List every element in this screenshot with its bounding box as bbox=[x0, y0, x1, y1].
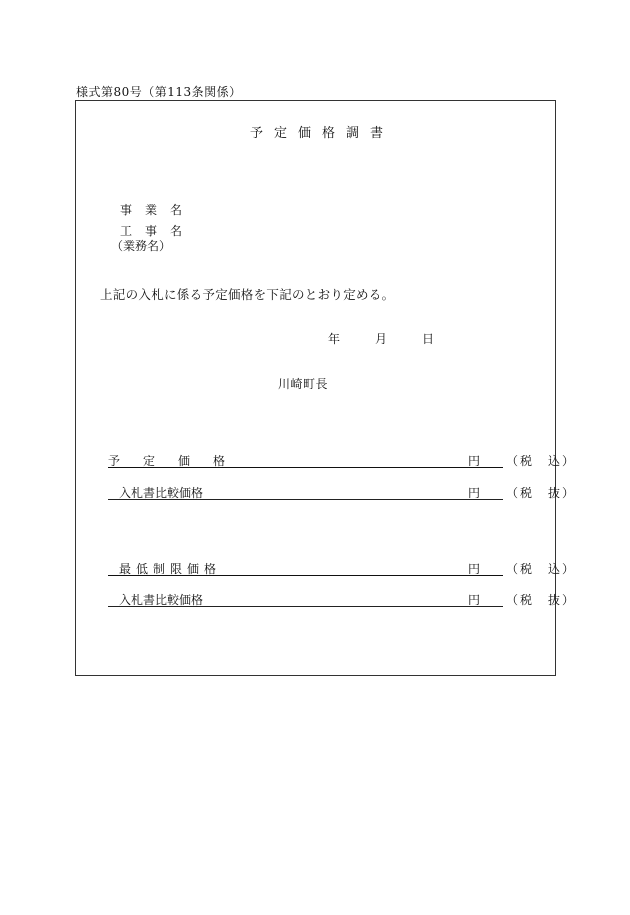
tax-label: （税 抜） bbox=[506, 593, 577, 607]
yen-label: 円 bbox=[468, 562, 481, 576]
price-name: 入札書比較価格 bbox=[119, 486, 204, 500]
date-year-label: 年 bbox=[328, 332, 341, 346]
service-name-label: （業務名） bbox=[111, 239, 172, 253]
tax-label: （税 込） bbox=[506, 454, 577, 468]
date-month-label: 月 bbox=[375, 332, 388, 346]
price-name: 予定価格 bbox=[108, 454, 249, 468]
price-name: 最低制限価格 bbox=[119, 562, 222, 576]
form-number: 様式第80号（第113条関係） bbox=[76, 85, 242, 99]
document-title: 予定価格調書 bbox=[250, 126, 395, 141]
tax-label: （税 込） bbox=[506, 562, 577, 576]
price-row-bid-comparison-excl-tax-2 bbox=[108, 591, 577, 609]
yen-label: 円 bbox=[468, 593, 481, 607]
price-name: 入札書比較価格 bbox=[119, 593, 204, 607]
price-underline bbox=[108, 467, 503, 468]
price-underline bbox=[108, 606, 503, 607]
construction-name-label: 工事名 bbox=[120, 224, 196, 238]
price-row-bid-comparison-excl-tax bbox=[108, 484, 577, 502]
price-underline bbox=[108, 499, 503, 500]
yen-label: 円 bbox=[468, 454, 481, 468]
tax-label: （税 抜） bbox=[506, 486, 577, 500]
date-day-label: 日 bbox=[422, 332, 435, 346]
signatory-label: 川崎町長 bbox=[278, 377, 329, 391]
statement-text: 上記の入札に係る予定価格を下記のとおり定める。 bbox=[100, 287, 395, 302]
price-row-minimum-incl-tax bbox=[108, 560, 577, 578]
price-row-estimated-incl-tax bbox=[108, 452, 577, 470]
yen-label: 円 bbox=[468, 486, 481, 500]
price-underline bbox=[108, 575, 503, 576]
project-name-label: 事業名 bbox=[120, 203, 196, 217]
